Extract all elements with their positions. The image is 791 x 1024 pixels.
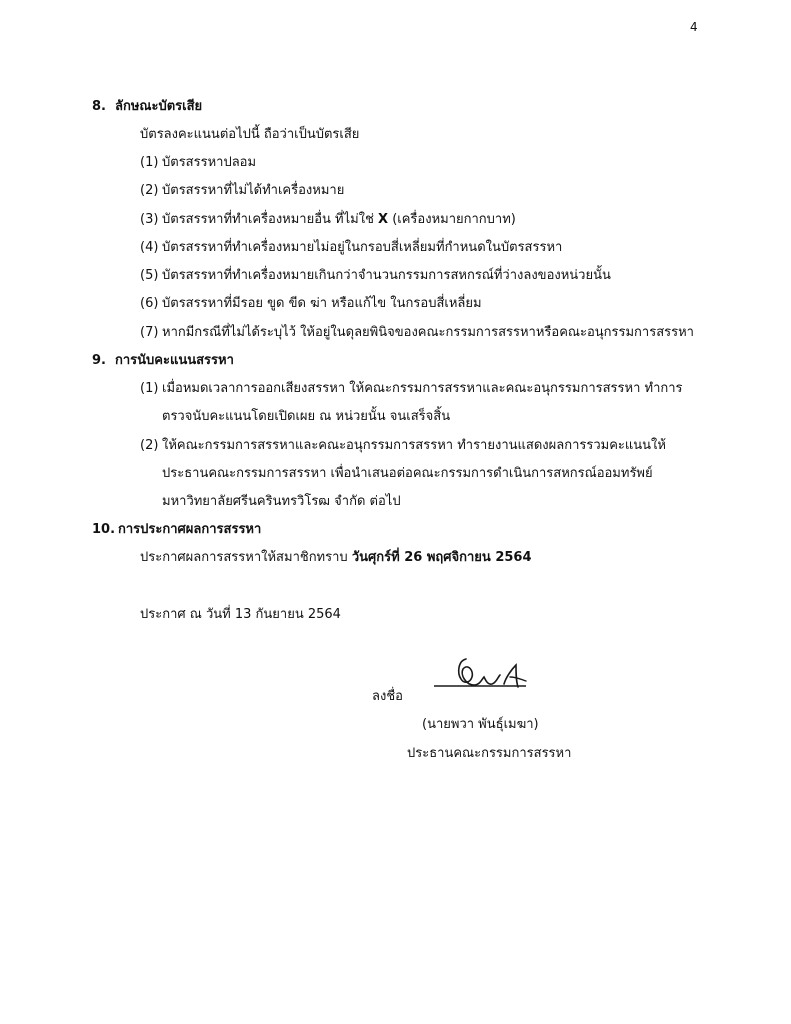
- page-number: 4: [690, 20, 698, 34]
- sec9-item-text: มหาวิทยาลัยศรีนครินทรวิโรฒ จำกัด ต่อไป: [162, 494, 401, 509]
- sign-label: ลงชื่อ: [372, 689, 403, 704]
- sec8-item-num: (2): [140, 183, 159, 198]
- sec9-item-text: เมื่อหมดเวลาการออกเสียงสรรหา ให้คณะกรรมการสรรหาและคณะอนุกรรมการสรรหา ทำการ: [162, 381, 683, 396]
- section-9-number: 9.: [92, 353, 106, 368]
- sec9-item-num: (1): [140, 381, 159, 396]
- section-10-title: การประกาศผลการสรรหา: [118, 522, 262, 537]
- sec8-item-text: บัตรสรรหาที่ทำเครื่องหมายไม่อยู่ในกรอบสี่เหลี่ยมที่กำหนดในบัตรสรรหา: [162, 240, 563, 255]
- sec9-item-text: ให้คณะกรรมการสรรหาและคณะอนุกรรมการสรรหา ทำรายงานแสดงผลการรวมคะแนนให้: [162, 438, 666, 453]
- signatory-position: ประธานคณะกรรมการสรรหา: [407, 746, 572, 761]
- sec8-item-num: (7): [140, 325, 159, 340]
- sec9-item-num: (2): [140, 438, 159, 453]
- sec8-item-text: บัตรสรรหาที่ทำเครื่องหมายเกินกว่าจำนวนกรรมการสหกรณ์ที่ว่างลงของหน่วยนั้น: [162, 268, 611, 283]
- x-mark: X: [378, 212, 389, 227]
- sec8-item-num: (3): [140, 212, 159, 227]
- sec8-item-text: บัตรสรรหาปลอม: [162, 155, 257, 170]
- announce-results-text: ประกาศผลการสรรหาให้สมาชิกทราบ: [140, 550, 348, 565]
- sec8-item-num: (6): [140, 296, 159, 311]
- sec8-item-text: หากมีกรณีที่ไม่ได้ระบุไว้ ให้อยู่ในดุลยพินิจของคณะกรรมการสรรหาหรือคณะอนุกรรมการสรรหา: [162, 325, 694, 340]
- announce-date: ประกาศ ณ วันที่ 13 กันยายน 2564: [140, 607, 341, 622]
- signatory-name: (นายพวา พันธุ์เมฆา): [422, 717, 539, 732]
- sec8-item-num: (4): [140, 240, 159, 255]
- sec8-item-num: (1): [140, 155, 159, 170]
- sec8-item-text: บัตรสรรหาที่ไม่ได้ทำเครื่องหมาย: [162, 183, 345, 198]
- sec9-item-text: ตรวจนับคะแนนโดยเปิดเผย ณ หน่วยนั้น จนเสร็จสิ้น: [162, 409, 451, 424]
- section-8-intro: บัตรลงคะแนนต่อไปนี้ ถือว่าเป็นบัตรเสีย: [140, 127, 360, 142]
- sec8-item-3-line: [162, 211, 516, 229]
- section-10-number: 10.: [92, 522, 116, 537]
- signature-image: [430, 655, 540, 700]
- sec8-item-text: บัตรสรรหาที่มีรอย ขูด ขีด ฆ่า หรือแก้ไข ในกรอบสี่เหลี่ยม: [162, 296, 482, 311]
- sec8-item-text: บัตรสรรหาที่ทำเครื่องหมายอื่น ที่ไม่ใช่: [162, 212, 374, 227]
- sec9-item-text: ประธานคณะกรรมการสรรหา เพื่อนำเสนอต่อคณะกรรมการดำเนินการสหกรณ์ออมทรัพย์: [162, 466, 653, 481]
- section-10-text: [140, 549, 532, 567]
- sec8-item-num: (5): [140, 268, 159, 283]
- sec8-item-text: (เครื่องหมายกากบาท): [392, 212, 516, 227]
- section-8-number: 8.: [92, 99, 106, 114]
- section-8-title: ลักษณะบัตรเสีย: [115, 99, 203, 114]
- section-9-title: การนับคะแนนสรรหา: [115, 353, 234, 368]
- announce-results-date: วันศุกร์ที่ 26 พฤศจิกายน 2564: [351, 550, 532, 565]
